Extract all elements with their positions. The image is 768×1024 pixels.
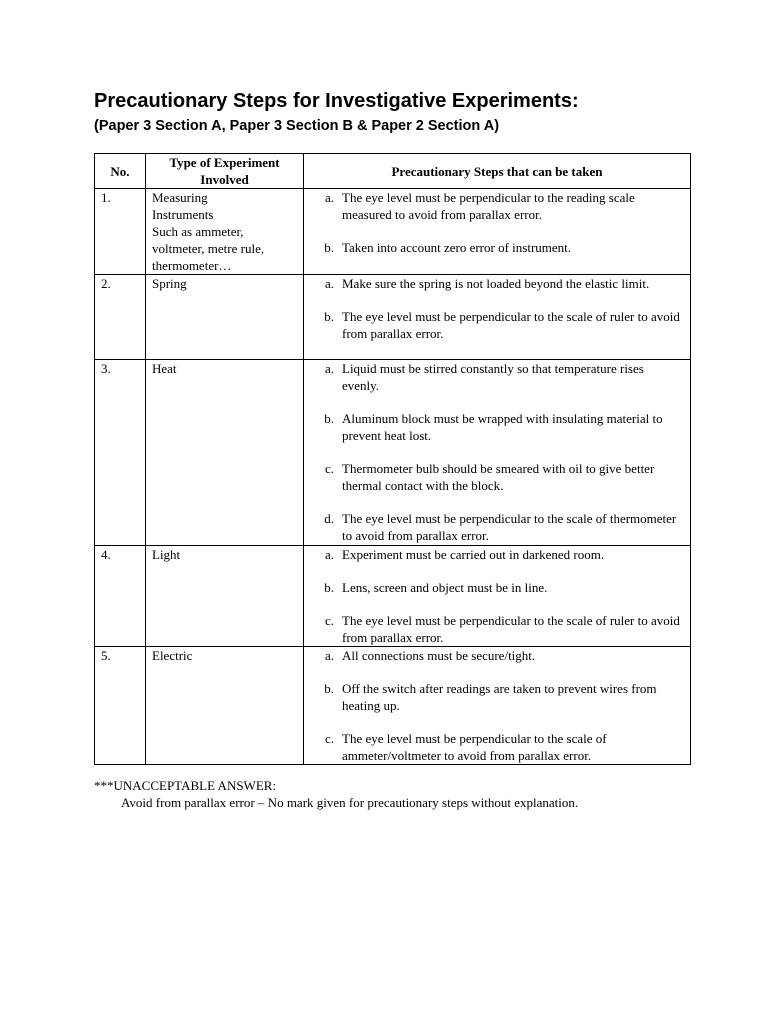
precautions-table [94, 153, 691, 765]
experiment-type-line: Light [152, 547, 181, 562]
precaution-steps [304, 546, 691, 647]
precaution-steps [304, 275, 691, 360]
experiment-type-line: voltmeter, metre rule, [152, 241, 265, 256]
list-item [312, 612, 684, 646]
step-text: The eye level must be perpendicular to the scale of ruler to avoid from parallax error. [342, 613, 680, 645]
step-text: The eye level must be perpendicular to the scale of ammeter/voltmeter to avoid from parallax error. [342, 731, 607, 763]
step-text: Lens, screen and object must be in line. [342, 580, 548, 595]
note-heading: ***UNACCEPTABLE ANSWER: [94, 778, 277, 793]
experiment-type [146, 546, 304, 647]
row-number: 5. [95, 647, 146, 765]
table-row [95, 546, 691, 647]
step-text: Off the switch after readings are taken to prevent wires from heating up. [342, 681, 657, 713]
step-marker: c. [324, 613, 334, 628]
step-text: Make sure the spring is not loaded beyond the elastic limit. [342, 276, 650, 291]
experiment-type [146, 189, 304, 275]
list-item [312, 647, 684, 664]
step-marker: b. [324, 681, 334, 696]
step-marker: a. [324, 361, 334, 376]
table-row [95, 189, 691, 275]
step-text: All connections must be secure/tight. [342, 648, 536, 663]
step-text: Thermometer bulb should be smeared with oil to give better thermal contact with the block. [342, 461, 655, 493]
experiment-type-line: Electric [152, 648, 193, 663]
step-text: The eye level must be perpendicular to the scale of thermometer to avoid from parallax error. [342, 511, 677, 543]
step-marker: c. [324, 461, 334, 476]
step-text: Taken into account zero error of instrument. [342, 240, 572, 255]
header-type: Type of Experiment Involved [146, 154, 304, 189]
step-text: Liquid must be stirred constantly so that temperature rises evenly. [342, 361, 644, 393]
header-steps: Precautionary Steps that can be taken [304, 154, 691, 189]
precaution-steps [304, 647, 691, 765]
experiment-type [146, 275, 304, 360]
experiment-type-line: Heat [152, 361, 177, 376]
page-title: Precautionary Steps for Investigative Experiments: [94, 90, 579, 112]
row-number: 4. [95, 546, 146, 647]
experiment-type-line: Spring [152, 276, 187, 291]
row-number: 3. [95, 360, 146, 546]
list-item [312, 546, 684, 563]
list-item [312, 189, 684, 223]
step-text: The eye level must be perpendicular to the scale of ruler to avoid from parallax error. [342, 309, 680, 341]
step-marker: b. [324, 309, 334, 324]
step-text: The eye level must be perpendicular to the reading scale measured to avoid from parallax error. [342, 190, 635, 222]
step-marker: a. [324, 190, 334, 205]
list-item [312, 680, 684, 714]
list-item [312, 360, 684, 394]
page-subtitle: (Paper 3 Section A, Paper 3 Section B & Paper 2 Section A) [94, 118, 500, 134]
table-row [95, 360, 691, 546]
step-marker: c. [324, 731, 334, 746]
list-item [312, 579, 684, 596]
note-body: Avoid from parallax error – No mark given for precautionary steps without explanation. [121, 795, 579, 810]
step-text: Aluminum block must be wrapped with insulating material to prevent heat lost. [342, 411, 663, 443]
table-row [95, 647, 691, 765]
step-marker: b. [324, 411, 334, 426]
step-marker: d. [324, 511, 334, 526]
list-item [312, 275, 684, 292]
table-header-row [95, 154, 691, 189]
step-marker: a. [324, 276, 334, 291]
precaution-steps [304, 189, 691, 275]
step-text: Experiment must be carried out in darkened room. [342, 547, 605, 562]
experiment-type-line: Measuring [152, 190, 208, 205]
list-item [312, 410, 684, 444]
experiment-type [146, 360, 304, 546]
step-marker: a. [324, 547, 334, 562]
list-item [312, 460, 684, 494]
step-marker: b. [324, 580, 334, 595]
list-item [312, 239, 684, 256]
experiment-type-line: Such as ammeter, [152, 224, 244, 239]
experiment-type [146, 647, 304, 765]
list-item [312, 308, 684, 342]
step-marker: a. [324, 648, 334, 663]
step-marker: b. [324, 240, 334, 255]
list-item [312, 510, 684, 544]
precaution-steps [304, 360, 691, 546]
header-no: No. [95, 154, 146, 189]
list-item [312, 730, 684, 764]
row-number: 1. [95, 189, 146, 275]
table-row [95, 275, 691, 360]
experiment-type-line: thermometer… [152, 258, 232, 273]
row-number: 2. [95, 275, 146, 360]
experiment-type-line: Instruments [152, 207, 214, 222]
